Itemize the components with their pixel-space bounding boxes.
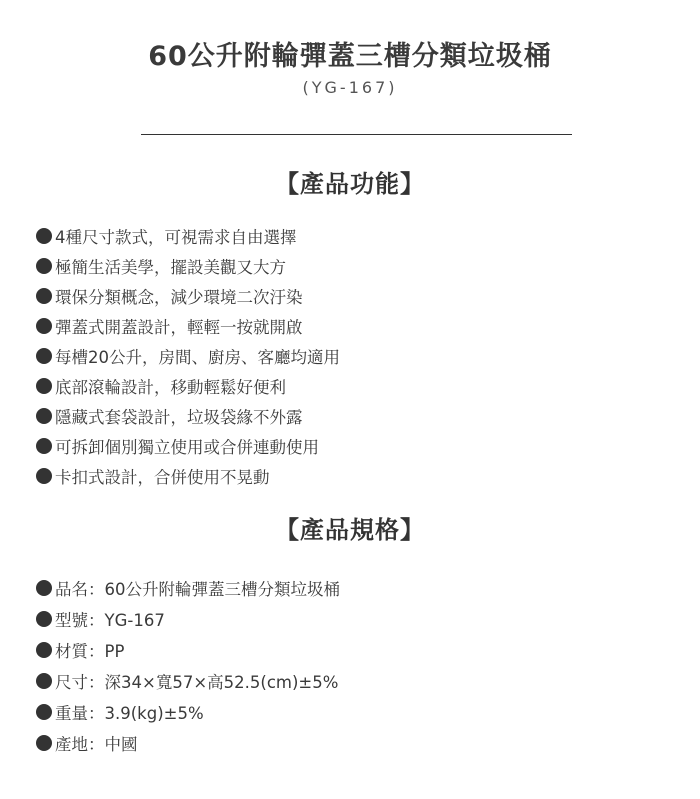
feature-text: 底部滾輪設計，移動輕鬆好便利 [55, 378, 286, 397]
spec-item [36, 727, 340, 758]
spec-item [36, 696, 340, 727]
bullet-icon [36, 408, 52, 424]
bullet-icon [36, 258, 52, 274]
spec-item [36, 572, 340, 603]
feature-text: 每槽20公升，房間、廚房、客廳均適用 [55, 348, 340, 367]
bullet-icon [36, 735, 52, 751]
feature-item [36, 251, 340, 281]
spec-item [36, 603, 340, 634]
bullet-icon [36, 378, 52, 394]
feature-item [36, 371, 340, 401]
bullet-icon [36, 580, 52, 596]
feature-text: 卡扣式設計，合併使用不晃動 [55, 468, 270, 487]
bullet-icon [36, 673, 52, 689]
feature-text: 彈蓋式開蓋設計，輕輕一按就開啟 [55, 318, 303, 337]
product-title: 60公升附輪彈蓋三槽分類垃圾桶 [148, 41, 552, 72]
spec-text: 型號：YG-167 [55, 610, 165, 630]
bullet-icon [36, 704, 52, 720]
feature-text: 可拆卸個別獨立使用或合併連動使用 [55, 438, 319, 457]
feature-text: 極簡生活美學，擺設美觀又大方 [55, 258, 286, 277]
bullet-icon [36, 468, 52, 484]
spec-text: 材質：PP [55, 641, 125, 661]
features-list [36, 221, 340, 491]
feature-text: 4種尺寸款式，可視需求自由選擇 [55, 228, 297, 247]
spec-text: 尺寸：深34×寬57×高52.5(cm)±5% [55, 672, 339, 692]
bullet-icon [36, 438, 52, 454]
bullet-icon [36, 611, 52, 627]
feature-item [36, 281, 340, 311]
divider [141, 134, 572, 135]
bullet-icon [36, 348, 52, 364]
feature-item [36, 431, 340, 461]
specs-heading: 【產品規格】 [275, 516, 425, 544]
bullet-icon [36, 318, 52, 334]
features-heading: 【產品功能】 [275, 170, 425, 198]
spec-item [36, 665, 340, 696]
model-code: (YG-167) [302, 78, 398, 97]
bullet-icon [36, 228, 52, 244]
spec-text: 品名：60公升附輪彈蓋三槽分類垃圾桶 [55, 579, 340, 599]
feature-item [36, 461, 340, 491]
feature-item [36, 311, 340, 341]
specs-list [36, 572, 340, 758]
feature-text: 環保分類概念，減少環境二次汙染 [55, 288, 303, 307]
feature-item [36, 341, 340, 371]
feature-item [36, 221, 340, 251]
spec-text: 產地：中國 [55, 734, 138, 754]
bullet-icon [36, 642, 52, 658]
spec-text: 重量：3.9(kg)±5% [55, 703, 204, 723]
spec-item [36, 634, 340, 665]
bullet-icon [36, 288, 52, 304]
feature-item [36, 401, 340, 431]
feature-text: 隱藏式套袋設計，垃圾袋緣不外露 [55, 408, 303, 427]
